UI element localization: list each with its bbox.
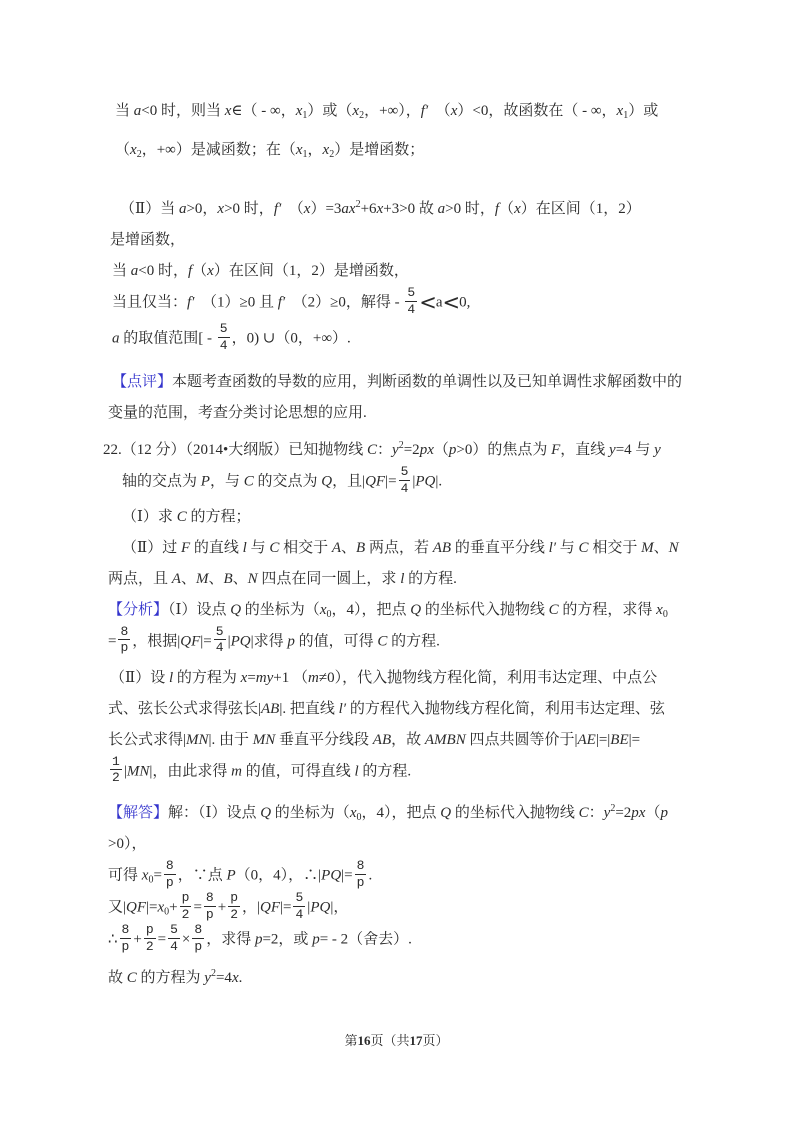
text-run: 当 bbox=[115, 103, 134, 119]
solution21-line bbox=[120, 194, 793, 225]
math-variable: f′ bbox=[187, 294, 195, 311]
text-run: >0， bbox=[186, 201, 218, 217]
analysis-line bbox=[108, 623, 793, 658]
text-run: |. 由于 bbox=[208, 731, 253, 748]
text-run: 两点，且 bbox=[108, 570, 172, 587]
math-variable: l′ bbox=[548, 539, 557, 556]
math-variable: x bbox=[141, 867, 149, 884]
text-run: 垂直平分线段 bbox=[275, 731, 373, 748]
text-run: ，求得 bbox=[206, 931, 255, 948]
text-run: （2）≥0，解得 - bbox=[285, 294, 404, 311]
text-run: | bbox=[307, 899, 311, 916]
math-variable: x bbox=[349, 804, 357, 821]
math-variable: C bbox=[269, 539, 280, 556]
text-run: |= bbox=[628, 731, 641, 748]
text-run: （Ⅰ）求 bbox=[122, 508, 177, 525]
text-run: + bbox=[217, 899, 227, 916]
text-run: +1 （ bbox=[273, 669, 308, 686]
math-variable: x bbox=[450, 103, 458, 119]
text-run: 故 bbox=[108, 969, 127, 986]
math-variable: f bbox=[494, 201, 500, 217]
math-variable: y bbox=[392, 442, 399, 459]
text-run: ，| bbox=[242, 899, 261, 916]
solution21-line bbox=[112, 323, 793, 355]
solution21-line bbox=[115, 96, 793, 127]
page-footer bbox=[0, 1030, 793, 1049]
text-run: 、 bbox=[653, 539, 669, 556]
math-variable: p bbox=[312, 931, 320, 948]
answer-line bbox=[108, 798, 793, 829]
text-run: = bbox=[247, 669, 256, 686]
text-run: 的交点为 bbox=[253, 473, 322, 490]
subscript: 0 bbox=[164, 906, 170, 918]
text-run: 22.（12 分）（2014•大纲版）已知抛物线 bbox=[103, 442, 368, 459]
text-run: 相交于 bbox=[279, 539, 332, 556]
math-variable: px bbox=[419, 442, 434, 459]
fraction: $\frac{8}{p}$ bbox=[120, 623, 129, 656]
math-variable: a bbox=[133, 103, 142, 119]
math-variable: y bbox=[603, 804, 611, 821]
text-run: （ bbox=[192, 263, 208, 279]
subscript: 0 bbox=[148, 874, 154, 886]
fraction: $\frac{5}{4}$ bbox=[407, 285, 416, 317]
math-variable: l bbox=[400, 570, 405, 587]
math-variable: N bbox=[668, 539, 679, 556]
text-run: 本题考查函数的导数的应用，判断函数的单调性以及已知单调性求解函数中的 bbox=[172, 374, 683, 391]
text-run: （ bbox=[433, 442, 449, 459]
text-run: （ bbox=[645, 804, 661, 821]
fraction: $\frac{p}{2}$ bbox=[230, 890, 238, 922]
math-variable: A bbox=[331, 539, 342, 556]
math-variable: Q bbox=[440, 804, 452, 821]
math-variable: x bbox=[322, 142, 330, 158]
math-variable: C bbox=[377, 633, 388, 650]
text-run: =4 与 bbox=[615, 442, 655, 459]
solution21-line bbox=[112, 287, 793, 319]
math-variable: f′ bbox=[420, 103, 429, 119]
text-run: +3>0 故 bbox=[383, 201, 438, 217]
math-variable: BE bbox=[610, 731, 629, 748]
math-variable: x bbox=[352, 103, 360, 119]
subscript: 1 bbox=[302, 149, 308, 160]
math-variable: a bbox=[437, 201, 446, 217]
math-variable: f′ bbox=[277, 294, 286, 311]
bold-text: 17 bbox=[409, 1033, 423, 1048]
text-run: + bbox=[133, 931, 142, 948]
text-run: ∴ bbox=[108, 931, 118, 948]
answer-line bbox=[108, 924, 793, 956]
text-run: ∈（ - ∞， bbox=[231, 103, 296, 119]
text-run: 、 bbox=[180, 570, 196, 587]
text-run: 的方程为 bbox=[136, 969, 205, 986]
text-run: （0，4），∴| bbox=[235, 867, 322, 884]
text-run: 的坐标代入抛物线 bbox=[421, 601, 549, 618]
text-run: |= bbox=[341, 867, 353, 884]
analysis-line bbox=[110, 663, 793, 694]
text-run: |. bbox=[435, 473, 443, 490]
math-variable: C bbox=[578, 539, 589, 556]
text-run: 的方程； bbox=[186, 508, 251, 525]
math-variable: l bbox=[242, 539, 247, 556]
math-variable: x bbox=[207, 263, 214, 279]
text-run: ， bbox=[307, 142, 323, 158]
text-run: 的坐标为（ bbox=[271, 804, 350, 821]
text-run: >0）的焦点为 bbox=[456, 442, 552, 459]
math-variable: PQ bbox=[321, 867, 342, 884]
text-run: （ bbox=[428, 103, 451, 119]
text-run: |= bbox=[200, 633, 212, 650]
text-run: ≠0），代入抛物线方程化简，利用韦达定理、中点公 bbox=[318, 669, 658, 686]
text-run: ）是增函数； bbox=[334, 142, 425, 158]
text-run: | bbox=[227, 633, 231, 650]
math-variable: PQ bbox=[230, 633, 251, 650]
text-run: |. 把直线 bbox=[279, 700, 339, 717]
math-variable: x bbox=[157, 899, 165, 916]
problem22-line bbox=[103, 435, 793, 466]
text-run: ）在区间（1，2） bbox=[520, 201, 641, 217]
text-run: （ bbox=[115, 142, 131, 158]
math-variable: y bbox=[204, 969, 211, 986]
text-run: 的值，可得直线 bbox=[241, 763, 355, 780]
text-run: |= bbox=[146, 899, 158, 916]
text-run: = bbox=[153, 867, 162, 884]
subscript: 1 bbox=[623, 110, 629, 121]
subscript: 0 bbox=[326, 608, 332, 620]
text-run: | bbox=[412, 473, 416, 490]
section-label: 【分析】 bbox=[108, 601, 169, 618]
text-run: |求得 bbox=[250, 633, 288, 650]
text-run: ）=3 bbox=[310, 201, 342, 217]
problem22-line bbox=[122, 502, 793, 533]
fraction: $\frac{5}{4}$ bbox=[295, 890, 304, 922]
math-variable: x bbox=[514, 201, 521, 217]
text-run: ，+∞）， bbox=[364, 103, 421, 119]
text-run: 与 bbox=[556, 539, 579, 556]
math-variable: f bbox=[187, 263, 193, 279]
math-variable: Q bbox=[260, 804, 272, 821]
text-run: （1）≥0 且 bbox=[194, 294, 278, 311]
text-run: 的直线 bbox=[190, 539, 243, 556]
math-variable: PQ bbox=[415, 473, 436, 490]
text-run: 的方程为 bbox=[173, 669, 241, 686]
fraction: $\frac{8}{p}$ bbox=[194, 922, 203, 954]
text-run: = bbox=[193, 899, 202, 916]
math-variable: AB bbox=[432, 539, 452, 556]
text-run: 的方程. bbox=[387, 633, 440, 650]
section-label: 【点评】 bbox=[112, 374, 173, 391]
math-variable: x bbox=[376, 201, 384, 217]
comment-line bbox=[108, 398, 793, 429]
math-variable: F bbox=[180, 539, 191, 556]
text-run: 的取值范围[ - bbox=[119, 330, 216, 347]
fraction: $\frac{5}{4}$ bbox=[215, 623, 224, 656]
math-variable: Q bbox=[410, 601, 422, 618]
text-run: 页（共 bbox=[370, 1033, 410, 1048]
math-variable: l′ bbox=[338, 700, 347, 717]
solution21-line bbox=[110, 225, 793, 256]
superscript: 2 bbox=[610, 802, 616, 814]
math-variable: MN bbox=[126, 763, 150, 780]
text-run: 两点，若 bbox=[365, 539, 433, 556]
math-variable: p bbox=[254, 931, 263, 948]
text-run: >0）， bbox=[108, 835, 147, 852]
text-run: 的坐标为（ bbox=[241, 601, 320, 618]
math-variable: Q bbox=[321, 473, 333, 490]
math-variable: C bbox=[126, 969, 137, 986]
math-variable: AB bbox=[372, 731, 392, 748]
math-variable: p bbox=[660, 804, 668, 821]
math-variable: B bbox=[356, 539, 366, 556]
text-run: >0 时， bbox=[445, 201, 495, 217]
answer-line bbox=[108, 963, 793, 994]
text-run: （Ⅰ）设点 bbox=[168, 601, 231, 618]
text-run: . bbox=[368, 867, 373, 884]
text-run: <0 时，则当 bbox=[141, 103, 225, 119]
subscript: 1 bbox=[302, 110, 308, 121]
math-variable: F bbox=[551, 442, 561, 459]
text-run: 四点共圆等价于| bbox=[465, 731, 578, 748]
math-variable: y bbox=[609, 442, 616, 459]
text-run: 的方程. bbox=[404, 570, 457, 587]
text-run: 与 bbox=[246, 539, 270, 556]
text-run: 的垂直平分线 bbox=[451, 539, 549, 556]
text-run: ）或（ bbox=[307, 103, 353, 119]
math-variable: C bbox=[578, 804, 589, 821]
subscript: 2 bbox=[136, 149, 142, 160]
text-run: |，由此求得 bbox=[149, 763, 232, 780]
math-variable: B bbox=[223, 570, 233, 587]
math-variable: MN bbox=[252, 731, 276, 748]
text-run: 解：（Ⅰ）设点 bbox=[168, 804, 261, 821]
inequality-sign: < bbox=[419, 290, 436, 315]
math-variable: a bbox=[112, 330, 120, 347]
text-run: 相交于 bbox=[588, 539, 642, 556]
math-variable: QF bbox=[260, 899, 281, 916]
text-run: ）<0，故函数在（ - ∞， bbox=[457, 103, 617, 119]
fraction: $\frac{8}{p}$ bbox=[121, 922, 130, 954]
text-run: 0, bbox=[459, 294, 471, 311]
section-label: 【解答】 bbox=[108, 804, 169, 821]
text-run: （ bbox=[499, 201, 515, 217]
math-variable: a bbox=[130, 263, 139, 279]
math-variable: x bbox=[616, 103, 624, 119]
text-run: × bbox=[181, 931, 191, 948]
analysis-line bbox=[108, 753, 793, 788]
text-run: ，∵点 bbox=[177, 867, 227, 884]
math-variable: x bbox=[240, 669, 248, 686]
text-run: 页） bbox=[422, 1033, 449, 1048]
math-variable: M bbox=[641, 539, 654, 556]
math-variable: x bbox=[303, 201, 311, 217]
text-run: （Ⅱ）设 bbox=[110, 669, 169, 686]
math-variable: ax bbox=[341, 201, 356, 217]
answer-line bbox=[108, 829, 793, 860]
solution21-line bbox=[115, 135, 793, 166]
comment-line bbox=[112, 367, 793, 398]
fraction: $\frac{8}{p}$ bbox=[356, 857, 365, 890]
subscript: 0 bbox=[356, 811, 362, 823]
problem22-line bbox=[108, 564, 793, 595]
text-run: = - 2（舍去）. bbox=[319, 931, 412, 948]
fraction: $\frac{p}{2}$ bbox=[145, 922, 154, 954]
text-run: = bbox=[157, 931, 167, 948]
text-run: ，+∞）是减函数；在（ bbox=[141, 142, 296, 158]
text-run: ，0) ∪（0，+∞）. bbox=[231, 330, 351, 347]
math-variable: l bbox=[354, 763, 359, 780]
answer-line bbox=[108, 857, 793, 892]
math-variable: m bbox=[231, 763, 242, 780]
lines bbox=[103, 96, 793, 994]
text-run: +6 bbox=[360, 201, 377, 217]
text-run: =2，或 bbox=[262, 931, 313, 948]
analysis-line bbox=[108, 694, 793, 725]
text-run: 式、弦长公式求得弦长| bbox=[108, 700, 262, 717]
fraction: $\frac{8}{p}$ bbox=[165, 857, 174, 890]
analysis-line bbox=[108, 595, 793, 626]
text-run: |= bbox=[385, 473, 397, 490]
math-variable: P bbox=[200, 473, 210, 490]
text-run: ： bbox=[588, 804, 604, 821]
text-run: |= bbox=[280, 899, 292, 916]
superscript: 2 bbox=[398, 440, 404, 452]
text-run: =2 bbox=[403, 442, 420, 459]
text-run: 又| bbox=[108, 899, 127, 916]
problem22-line bbox=[122, 466, 793, 498]
text-run: =4 bbox=[215, 969, 232, 986]
text-run: | bbox=[123, 763, 127, 780]
text-run: 第 bbox=[344, 1033, 358, 1048]
text-run: |=| bbox=[595, 731, 611, 748]
text-run: . bbox=[238, 969, 243, 986]
text-run: a bbox=[435, 294, 443, 311]
math-variable: Q bbox=[230, 601, 242, 618]
fraction: $\frac{1}{2}$ bbox=[112, 753, 120, 786]
text-run: ）在区间（1，2）是增函数， bbox=[213, 263, 409, 279]
text-run: 、 bbox=[341, 539, 357, 556]
text-run: 四点在同一圆上，求 bbox=[257, 570, 401, 587]
fraction: $\frac{5}{4}$ bbox=[170, 922, 178, 954]
text-run: 的方程代入抛物线方程化简，利用韦达定理、弦 bbox=[346, 700, 665, 717]
text-run: =2 bbox=[615, 804, 632, 821]
text-run: >0 时， bbox=[224, 201, 274, 217]
text-run: （Ⅱ）过 bbox=[122, 539, 181, 556]
inequality-sign: < bbox=[442, 290, 460, 315]
text-run: 当 bbox=[112, 263, 131, 279]
math-variable: QF bbox=[126, 899, 147, 916]
text-run: （Ⅱ）当 bbox=[120, 201, 179, 217]
text-run: ，根据| bbox=[132, 633, 181, 650]
text-run: ，4），把点 bbox=[331, 601, 411, 618]
fraction: $\frac{5}{4}$ bbox=[219, 321, 228, 353]
text-run: ，与 bbox=[209, 473, 244, 490]
math-variable: x bbox=[656, 601, 663, 618]
math-variable: C bbox=[367, 442, 378, 459]
text-run: ，4），把点 bbox=[361, 804, 441, 821]
superscript: 2 bbox=[210, 967, 216, 979]
math-variable: QF bbox=[180, 633, 201, 650]
math-variable: x bbox=[224, 103, 232, 119]
subscript: 0 bbox=[662, 608, 668, 620]
math-variable: x bbox=[217, 201, 225, 217]
math-variable: a bbox=[178, 201, 187, 217]
math-variable: N bbox=[247, 570, 258, 587]
problem22-line bbox=[122, 533, 793, 564]
text-run: ： bbox=[377, 442, 393, 459]
text-run: 、 bbox=[208, 570, 224, 587]
analysis-line bbox=[108, 725, 793, 756]
fraction: $\frac{p}{2}$ bbox=[181, 890, 190, 922]
math-variable: px bbox=[631, 804, 646, 821]
text-run: 当且仅当： bbox=[112, 294, 188, 311]
math-variable: AB bbox=[261, 700, 280, 717]
text-run: 长公式求得| bbox=[108, 731, 187, 748]
text-run: 变量的范围，考查分类讨论思想的应用. bbox=[108, 405, 367, 422]
math-variable: x bbox=[130, 142, 137, 158]
math-variable: PQ bbox=[310, 899, 331, 916]
text-run: 的坐标代入抛物线 bbox=[451, 804, 579, 821]
math-variable: A bbox=[171, 570, 181, 587]
math-variable: x bbox=[319, 601, 327, 618]
math-variable: C bbox=[548, 601, 559, 618]
text-run: 的值，可得 bbox=[294, 633, 378, 650]
math-variable: C bbox=[243, 473, 254, 490]
subscript: 2 bbox=[329, 149, 335, 160]
math-variable: my bbox=[255, 669, 274, 686]
text-run: ，且| bbox=[332, 473, 366, 490]
fraction: $\frac{8}{p}$ bbox=[205, 890, 214, 922]
text-run: （ bbox=[281, 201, 304, 217]
text-run: + bbox=[169, 899, 178, 916]
math-variable: y bbox=[654, 442, 661, 459]
text-run: ，直线 bbox=[560, 442, 610, 459]
math-variable: x bbox=[295, 103, 303, 119]
text-run: ，故 bbox=[391, 731, 425, 748]
math-variable: x bbox=[295, 142, 303, 158]
text-run: |， bbox=[330, 899, 349, 916]
bold-text: 16 bbox=[357, 1033, 371, 1048]
math-variable: MN bbox=[186, 731, 209, 748]
text-run: = bbox=[108, 633, 117, 650]
text-run: 可得 bbox=[108, 867, 142, 884]
text-run: ）或 bbox=[628, 103, 659, 119]
text-run: 是增函数， bbox=[110, 232, 186, 248]
math-variable: m bbox=[308, 669, 319, 686]
math-variable: x bbox=[231, 969, 239, 986]
math-variable: l bbox=[168, 669, 174, 686]
text-run: 、 bbox=[232, 570, 248, 587]
superscript: 2 bbox=[355, 199, 361, 210]
math-variable: P bbox=[226, 867, 236, 884]
solution21-line bbox=[112, 256, 793, 287]
text-run: 的方程. bbox=[358, 763, 412, 780]
math-variable: C bbox=[176, 508, 187, 525]
math-variable: p bbox=[448, 442, 457, 459]
math-variable: p bbox=[287, 633, 295, 650]
text-run: 轴的交点为 bbox=[122, 473, 201, 490]
math-variable: AMBN bbox=[424, 731, 466, 748]
text-run: <0 时， bbox=[138, 263, 188, 279]
answer-line bbox=[108, 892, 793, 924]
fraction: $\frac{5}{4}$ bbox=[400, 464, 409, 496]
math-variable: M bbox=[195, 570, 209, 587]
text-run: 的方程，求得 bbox=[558, 601, 657, 618]
math-variable: QF bbox=[365, 473, 386, 490]
math-variable: AE bbox=[577, 731, 596, 748]
math-variable: f′ bbox=[273, 201, 282, 217]
subscript: 2 bbox=[359, 110, 365, 121]
